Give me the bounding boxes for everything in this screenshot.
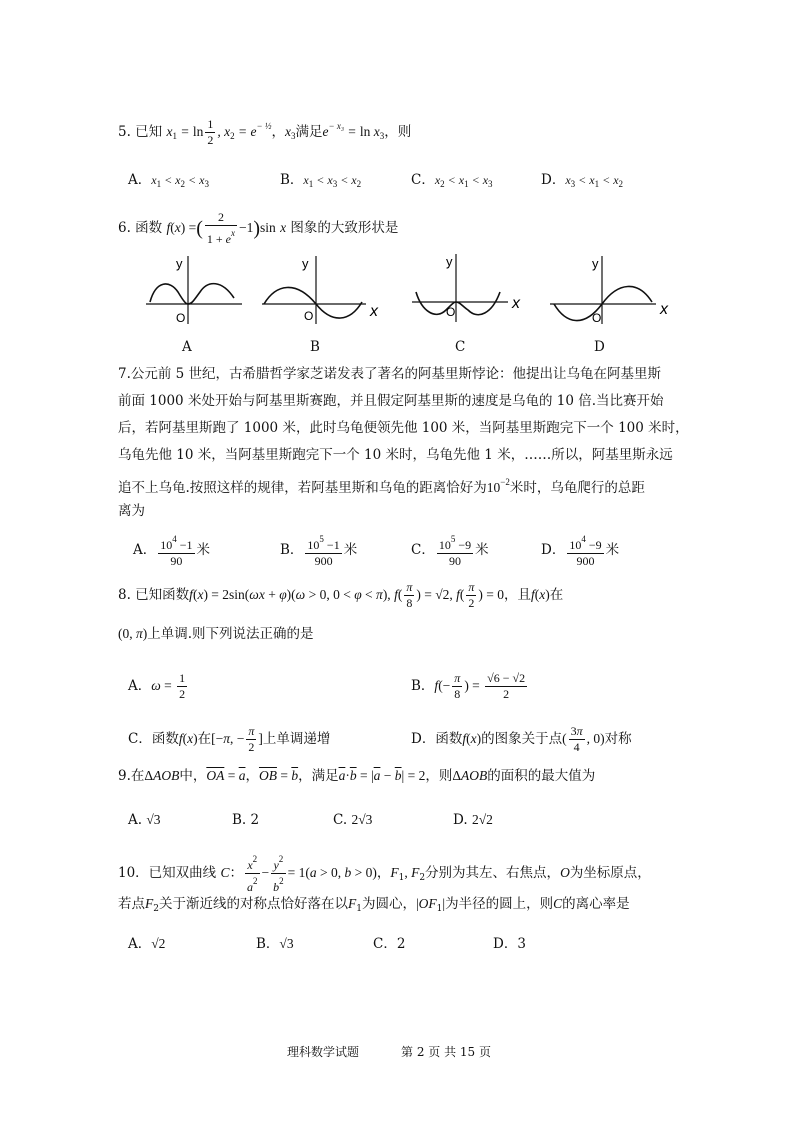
graph-a-y-label: y [176,256,183,271]
q10-option-a: A．√2 [128,936,166,952]
q7-line-5: 追不上乌龟.按照这样的规律，若阿基里斯和乌龟的距离恰好为$10^{-2}$米时，乌龟爬行的总距 [118,477,645,496]
graph-c-curve [416,292,500,315]
q9-stem-end: 的面积的最大值为 [487,768,596,784]
q9-option-a-label: A. [128,812,143,828]
q7-option-a-label: A． [133,542,157,558]
graph-c-x-label: x [512,295,520,312]
q10-line-2-e: 的离心率是 [562,896,630,912]
q5-option-b: B．$x_1 < x_3 < x_2$ [280,172,362,189]
q5-option-c: C．$x_2 < x_1 < x_3$ [411,172,493,189]
q5-option-a: A．$x_1 < x_2 < x_3$ [128,172,209,189]
q6-graph-d [550,252,675,327]
q8-option-c: C．函数f(x)在[−π, − $\frac{\pi}{2}$ ]上单调递增 [128,724,331,754]
q8-option-c-suffix: 上单调递增 [262,731,331,747]
graph-b-x-label: x [370,303,378,320]
q8-option-d-suffix: 对称 [604,731,632,747]
q8-option-c-prefix: C．函数 [128,731,179,747]
graph-a-origin: O [176,311,186,325]
q7-line-5-text: 追不上乌龟.按照这样的规律，若阿基里斯和乌龟的距离恰好为 [118,480,487,496]
q9-option-d-label: D. [453,812,468,828]
q6-stem: 6. 函数 f(x) =( $\frac{2}{1 + e^x}$ −1)sin x 图象的大致形状是 [118,210,399,246]
graph-d-x-label: x [660,301,668,318]
q9-stem-mid2: ，满足 [298,768,339,784]
graph-b-y-label: y [302,256,309,271]
q7-line-3: 后，若阿基里斯跑了 1000 米，此时乌龟便领先他 100 米，当阿基里斯跑完下一个 100 米时， [118,420,689,436]
q10-line-2-a: 若点 [118,896,145,912]
q7-option-c-label: C． [411,542,435,558]
q9-option-a: A. √3 [128,812,161,828]
q9-stem-prefix: 9.在 [118,768,145,784]
q7-option-a-unit: 米 [196,542,211,558]
q10-option-d: D．3 [493,936,526,952]
q5-option-a-label: A． [128,172,152,188]
q8-option-d-prefix: D．函数 [411,731,463,747]
q6-graph-c-letter: C [455,339,466,355]
q7-line-1: 7.公元前 5 世纪，古希腊哲学家芝诺发表了著名的阿基里斯悖论：他提出让乌龟在阿基里斯 [118,366,662,382]
q8-option-a: A．ω = $\frac{1}{2}$ [128,671,186,701]
graph-d-origin: O [592,311,602,325]
q6-graph-d-letter: D [594,339,605,355]
q8-option-a-label: A． [128,678,152,694]
q10-line-2-b: 关于渐近线的对称点恰好落在以 [158,896,348,912]
q5-x3: $x_3$ [285,124,296,141]
q8-option-d: D．函数f(x)的图象关于点( $\frac{3\pi}{4}$ , 0)对称 [411,724,632,754]
q10-line-2: 若点$F_2$关于渐近线的对称点恰好落在以$F_1$为圆心，$|OF_1|$为半径的圆上，则C的离心率是 [118,896,630,914]
q5-option-b-label: B． [280,172,304,188]
q8-option-b-label: B． [411,678,435,694]
q5-formula: $x_1 = \ln$ $\frac{1}{2}$ , $x_2 = e^{- \frac{1}{2}}$ [166,117,272,148]
q5-option-d: D．$x_3 < x_1 < x_2$ [541,172,624,189]
q10-option-a-label: A． [128,936,152,952]
q7-line-6: 离为 [118,503,145,519]
q7-line-2: 前面 1000 米处开始与阿基里斯赛跑，并且假定阿基里斯的速度是乌龟的 10 倍.当比赛开始 [118,393,664,409]
q5-x3-equation: $e^{- x_3} = \ln x_3$ [322,121,385,141]
q7-option-d-label: D． [541,542,566,558]
q7-option-b-unit: 米 [343,542,358,558]
q5-option-d-label: D． [541,172,566,188]
q10-option-b: B．√3 [256,936,294,952]
q10-option-b-label: B． [256,936,280,952]
q10-stem-prefix: 10．已知双曲线 [118,865,221,881]
q6-stem-suffix: 图象的大致形状是 [290,220,399,236]
q8-stem-mid: ，且 [504,587,532,603]
q5-x3-cond: 满足 [295,124,323,140]
footer-title: 理科数学试题 [287,1045,360,1059]
q5-option-c-label: C． [411,172,435,188]
q5-stem-suffix: ，则 [384,124,412,140]
q7-line-5-tail: 米时，乌龟爬行的总距 [509,480,645,496]
q6-graph-a [146,252,246,327]
q6-graph-b-letter: B [310,339,320,355]
graph-c-y-label: y [446,254,453,269]
q9-option-c-label: C. [333,812,348,828]
q7-option-a: A． $\frac{10^4 -1}{90}$ 米 [133,534,211,568]
q7-option-c: C． $\frac{10^5 -9}{90}$ 米 [411,534,489,568]
q5-stem-prefix: 5. 已知 [118,124,163,140]
q9-stem-mid1: 中， [179,768,207,784]
q6-graph-c [412,250,530,325]
footer-page-number: 第 2 页 共 15 页 [401,1045,491,1059]
q8-stem: 8. 已知函数f(x) = 2sin(ωx + φ)(ω > 0, 0 < φ < π), f( $\frac{\pi}{8}$ ) = √2, f( $\frac{\pi}{2}$ ) = 0，且f(x)在 [118,580,564,610]
graph-b-origin: O [304,309,314,323]
q8-line-2-text: 上单调.则下列说法正确的是 [147,626,314,642]
q6-graph-b [262,252,387,327]
q10-stem-suffix: 为坐标原点， [569,865,651,881]
graph-d-y-label: y [592,256,599,271]
q8-line-2: (0, π)上单调.则下列说法正确的是 [118,626,314,642]
q6-formula: f [166,220,171,235]
q10-stem-mid: 分别为其左、右焦点， [425,865,561,881]
q10-line-2-c: 为圆心， [361,896,416,912]
q8-stem-suffix: 在 [549,587,564,603]
q8-option-c-mid: 在 [197,731,212,747]
q10-option-c: C．2 [373,936,406,952]
graph-c-origin: O [446,305,456,319]
q7-line-4: 乌龟先他 10 米，当阿基里斯跑完下一个 10 米时，乌龟先他 1 米，……所以，阿基里斯永远 [118,447,673,463]
q10-stem: 10．已知双曲线 C： $\frac{x^2}{a^2}$ − $\frac{y^2}{b^2}$ = 1(a > 0, b > 0)，$F_1$, $F_2$分别为其左、右焦点，O为坐标原点， [118,854,651,894]
q9-option-d: D. 2√2 [453,812,493,828]
q7-option-d-unit: 米 [605,542,620,558]
q7-option-b-label: B． [280,542,304,558]
q9-stem: 9.在ΔAOB中，$\overline{OA} = \overline{a}$，$\overline{OB} = \overline{b}$，满足$\overline{a}\cdot\overline{b} = |\overline{a} - \overline{b}| = 2$，则ΔAOB的面积的最大值为 [118,768,596,784]
q5-stem: 5. 已知 $x_1 = \ln$ $\frac{1}{2}$ , $x_2 = e^{- \frac{1}{2}}$，$x_3$满足$e^{- x_3} = \ln x_3$，则 [118,117,412,148]
q8-option-b: B．f(− $\frac{\pi}{8}$ ) = $\frac{√6 - √2}{2}$ [411,671,526,701]
q6-graph-a-letter: A [182,339,192,355]
q6-stem-prefix: 6. 函数 [118,220,163,236]
q9-stem-suffix: ，则 [425,768,453,784]
q7-option-b: B． $\frac{10^5 -1}{900}$ 米 [280,534,358,568]
q9-option-b: B. 2 [232,812,260,828]
q8-stem-prefix: 8. 已知函数 [118,587,190,603]
q10-line-2-d: 为半径的圆上，则 [445,896,554,912]
q7-option-c-unit: 米 [475,542,489,558]
q8-option-d-mid: 的图象关于点 [481,731,563,747]
q7-option-d: D． $\frac{10^4 -9}{900}$ 米 [541,534,620,568]
graph-a-curve [150,284,234,304]
q9-option-c: C. 2√3 [333,812,373,828]
